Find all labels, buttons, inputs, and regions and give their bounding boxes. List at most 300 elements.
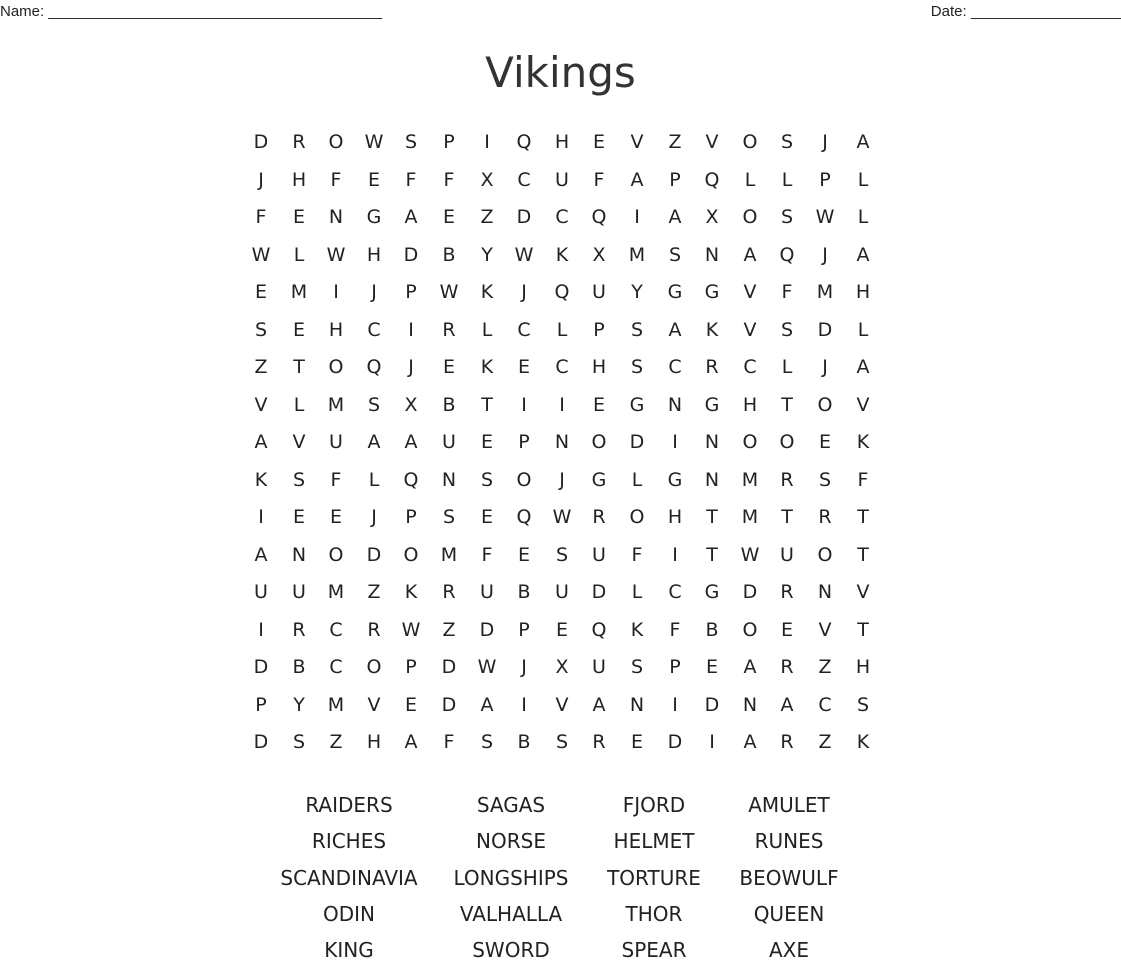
grid-letter[interactable]: X bbox=[705, 206, 719, 228]
grid-letter[interactable]: J bbox=[521, 656, 527, 678]
grid-letter[interactable]: S bbox=[668, 244, 682, 266]
grid-letter[interactable]: B bbox=[705, 619, 719, 641]
grid-letter[interactable]: D bbox=[704, 694, 720, 716]
grid-letter[interactable]: P bbox=[669, 169, 681, 191]
grid-letter[interactable]: L bbox=[293, 244, 305, 266]
grid-letter[interactable]: H bbox=[667, 506, 683, 528]
grid-letter[interactable]: H bbox=[855, 656, 871, 678]
name-line[interactable]: ________________________________________ bbox=[48, 3, 383, 20]
grid-letter[interactable]: D bbox=[817, 319, 833, 341]
page-title: Vikings bbox=[485, 48, 636, 97]
grid-letter[interactable]: A bbox=[743, 731, 757, 753]
grid-letter[interactable]: O bbox=[742, 619, 758, 641]
grid-letter[interactable]: R bbox=[818, 506, 832, 528]
grid-letter[interactable]: S bbox=[404, 131, 418, 153]
grid-letter[interactable]: V bbox=[856, 581, 870, 603]
grid-letter[interactable]: Z bbox=[367, 581, 381, 603]
grid-letter[interactable]: W bbox=[552, 506, 572, 528]
grid-letter[interactable]: U bbox=[480, 581, 494, 603]
grid-letter[interactable]: O bbox=[591, 431, 607, 453]
grid-letter[interactable]: S bbox=[480, 469, 494, 491]
grid-letter[interactable]: I bbox=[634, 206, 640, 228]
grid-letter[interactable]: S bbox=[780, 206, 794, 228]
grid-letter[interactable]: H bbox=[366, 244, 382, 266]
grid-letter[interactable]: T bbox=[481, 394, 493, 416]
grid-letter[interactable]: J bbox=[822, 131, 828, 153]
grid-letter[interactable]: S bbox=[292, 469, 306, 491]
grid-letter[interactable]: A bbox=[668, 319, 682, 341]
grid-letter[interactable]: P bbox=[443, 131, 455, 153]
grid-letter[interactable]: V bbox=[630, 131, 644, 153]
grid-letter[interactable]: O bbox=[516, 469, 532, 491]
grid-letter[interactable]: O bbox=[817, 394, 833, 416]
grid-letter[interactable]: I bbox=[484, 131, 490, 153]
grid-letter[interactable]: W bbox=[740, 544, 760, 566]
grid-letter[interactable]: D bbox=[742, 581, 758, 603]
grid-letter[interactable]: T bbox=[857, 544, 869, 566]
grid-letter[interactable]: N bbox=[328, 206, 344, 228]
grid-letter[interactable]: T bbox=[706, 506, 718, 528]
grid-letter[interactable]: L bbox=[556, 319, 568, 341]
grid-letter[interactable]: W bbox=[251, 244, 271, 266]
grid-letter[interactable]: D bbox=[253, 656, 269, 678]
grid-letter[interactable]: W bbox=[364, 131, 384, 153]
grid-letter[interactable]: F bbox=[593, 169, 605, 191]
grid-letter[interactable]: W bbox=[514, 244, 534, 266]
grid-letter[interactable]: E bbox=[480, 506, 493, 528]
grid-letter[interactable]: C bbox=[668, 581, 682, 603]
grid-letter[interactable]: G bbox=[704, 394, 720, 416]
grid-letter[interactable]: V bbox=[292, 431, 306, 453]
grid-letter[interactable]: S bbox=[780, 131, 794, 153]
grid-letter[interactable]: D bbox=[667, 731, 683, 753]
grid-letter[interactable]: V bbox=[705, 131, 719, 153]
word-bank-item: SWORD bbox=[472, 938, 550, 962]
grid-letter[interactable]: A bbox=[480, 694, 494, 716]
grid-letter[interactable]: S bbox=[292, 731, 306, 753]
grid-letter[interactable]: G bbox=[667, 281, 683, 303]
grid-letter[interactable]: B bbox=[517, 731, 531, 753]
grid-letter[interactable]: I bbox=[521, 694, 527, 716]
grid-letter[interactable]: T bbox=[293, 356, 305, 378]
grid-letter[interactable]: L bbox=[781, 356, 793, 378]
grid-letter[interactable]: J bbox=[371, 506, 377, 528]
grid-letter[interactable]: H bbox=[291, 169, 307, 191]
grid-letter[interactable]: L bbox=[857, 206, 869, 228]
grid-letter[interactable]: I bbox=[709, 731, 715, 753]
grid-letter[interactable]: I bbox=[521, 394, 527, 416]
grid-letter[interactable]: S bbox=[630, 656, 644, 678]
grid-letter[interactable]: A bbox=[592, 694, 606, 716]
word-bank-item: VALHALLA bbox=[459, 902, 563, 926]
grid-letter[interactable]: A bbox=[743, 244, 757, 266]
grid-letter[interactable]: V bbox=[818, 619, 832, 641]
grid-letter[interactable]: A bbox=[856, 244, 870, 266]
grid-letter[interactable]: V bbox=[555, 694, 569, 716]
grid-letter[interactable]: V bbox=[367, 694, 381, 716]
grid-letter[interactable]: C bbox=[367, 319, 381, 341]
grid-letter[interactable]: R bbox=[705, 356, 719, 378]
grid-letter[interactable]: F bbox=[330, 469, 342, 491]
grid-letter[interactable]: H bbox=[328, 319, 344, 341]
grid-letter[interactable]: B bbox=[442, 394, 456, 416]
grid-letter[interactable]: E bbox=[292, 506, 305, 528]
grid-letter[interactable]: L bbox=[631, 469, 643, 491]
grid-letter[interactable]: V bbox=[254, 394, 268, 416]
grid-letter[interactable]: T bbox=[781, 394, 793, 416]
grid-letter[interactable]: Z bbox=[818, 731, 832, 753]
grid-letter[interactable]: P bbox=[669, 656, 681, 678]
grid-letter[interactable]: J bbox=[408, 356, 414, 378]
grid-letter[interactable]: I bbox=[672, 694, 678, 716]
grid-letter[interactable]: U bbox=[592, 544, 606, 566]
grid-letter[interactable]: E bbox=[442, 356, 455, 378]
grid-letter[interactable]: J bbox=[258, 169, 264, 191]
grid-letter[interactable]: M bbox=[327, 581, 345, 603]
word-bank-item: QUEEN bbox=[753, 902, 825, 926]
grid-letter[interactable]: L bbox=[293, 394, 305, 416]
grid-letter[interactable]: A bbox=[743, 656, 757, 678]
word-bank-item: TORTURE bbox=[607, 866, 701, 890]
grid-letter[interactable]: E bbox=[818, 431, 831, 453]
grid-letter[interactable]: P bbox=[405, 281, 417, 303]
grid-letter[interactable]: E bbox=[292, 319, 305, 341]
grid-letter[interactable]: N bbox=[441, 469, 457, 491]
grid-letter[interactable]: I bbox=[559, 394, 565, 416]
grid-letter[interactable]: A bbox=[367, 431, 381, 453]
grid-letter[interactable]: M bbox=[327, 394, 345, 416]
grid-letter[interactable]: J bbox=[559, 469, 565, 491]
grid-letter[interactable]: R bbox=[780, 469, 794, 491]
word-bank-item: HELMET bbox=[613, 829, 695, 853]
grid-letter[interactable]: S bbox=[555, 544, 569, 566]
grid-letter[interactable]: U bbox=[555, 581, 569, 603]
grid-letter[interactable]: F bbox=[781, 281, 793, 303]
grid-letter[interactable]: T bbox=[706, 544, 718, 566]
grid-letter[interactable]: D bbox=[403, 244, 419, 266]
grid-letter[interactable]: D bbox=[516, 206, 532, 228]
grid-letter[interactable]: K bbox=[254, 469, 268, 491]
grid-letter[interactable]: Q bbox=[779, 244, 795, 266]
grid-letter[interactable]: B bbox=[292, 656, 306, 678]
date-line[interactable]: __________________ bbox=[970, 3, 1121, 20]
grid-letter[interactable]: U bbox=[329, 431, 343, 453]
grid-letter[interactable]: O bbox=[817, 544, 833, 566]
grid-letter[interactable]: K bbox=[705, 319, 719, 341]
grid-letter[interactable]: J bbox=[822, 244, 828, 266]
grid-letter[interactable]: K bbox=[555, 244, 569, 266]
grid-letter[interactable]: C bbox=[329, 656, 343, 678]
grid-letter[interactable]: X bbox=[404, 394, 418, 416]
grid-letter[interactable]: B bbox=[517, 581, 531, 603]
grid-letter[interactable]: O bbox=[742, 431, 758, 453]
grid-letter[interactable]: A bbox=[668, 206, 682, 228]
grid-letter[interactable]: M bbox=[290, 281, 308, 303]
grid-letter[interactable]: C bbox=[743, 356, 757, 378]
grid-letter[interactable]: R bbox=[442, 319, 456, 341]
grid-letter[interactable]: F bbox=[481, 544, 493, 566]
grid-letter[interactable]: R bbox=[292, 131, 306, 153]
word-bank-item: RICHES bbox=[311, 829, 387, 853]
grid-letter[interactable]: O bbox=[328, 356, 344, 378]
grid-letter[interactable]: R bbox=[367, 619, 381, 641]
grid-letter[interactable]: E bbox=[517, 356, 530, 378]
grid-letter[interactable]: I bbox=[258, 619, 264, 641]
grid-letter[interactable]: U bbox=[292, 581, 306, 603]
grid-letter[interactable]: O bbox=[629, 506, 645, 528]
grid-letter[interactable]: M bbox=[327, 694, 345, 716]
grid-letter[interactable]: L bbox=[744, 169, 756, 191]
grid-letter[interactable]: S bbox=[780, 319, 794, 341]
grid-letter[interactable]: Z bbox=[442, 619, 456, 641]
grid-letter[interactable]: K bbox=[630, 619, 644, 641]
grid-letter[interactable]: C bbox=[668, 356, 682, 378]
grid-letter[interactable]: O bbox=[403, 544, 419, 566]
grid-letter[interactable]: F bbox=[631, 544, 643, 566]
grid-letter[interactable]: O bbox=[742, 206, 758, 228]
grid-letter[interactable]: E bbox=[555, 619, 568, 641]
grid-letter[interactable]: N bbox=[667, 394, 683, 416]
grid-letter[interactable]: P bbox=[518, 619, 530, 641]
grid-letter[interactable]: D bbox=[441, 656, 457, 678]
grid-letter[interactable]: N bbox=[291, 544, 307, 566]
grid-letter[interactable]: C bbox=[818, 694, 832, 716]
grid-letter[interactable]: W bbox=[477, 656, 497, 678]
grid-letter[interactable]: U bbox=[442, 431, 456, 453]
grid-letter[interactable]: N bbox=[629, 694, 645, 716]
grid-letter[interactable]: O bbox=[328, 131, 344, 153]
grid-letter[interactable]: P bbox=[518, 431, 530, 453]
grid-letter[interactable]: U bbox=[254, 581, 268, 603]
grid-letter[interactable]: Q bbox=[554, 281, 570, 303]
grid-letter[interactable]: P bbox=[819, 169, 831, 191]
grid-letter[interactable]: A bbox=[404, 206, 418, 228]
grid-letter[interactable]: J bbox=[822, 356, 828, 378]
grid-letter[interactable]: K bbox=[404, 581, 418, 603]
grid-letter[interactable]: P bbox=[255, 694, 267, 716]
grid-letter[interactable]: K bbox=[856, 731, 870, 753]
grid-letter[interactable]: J bbox=[521, 281, 527, 303]
grid-letter[interactable]: N bbox=[704, 244, 720, 266]
grid-letter[interactable]: E bbox=[292, 206, 305, 228]
grid-letter[interactable]: Q bbox=[591, 206, 607, 228]
grid-letter[interactable]: A bbox=[404, 431, 418, 453]
grid-letter[interactable]: U bbox=[592, 281, 606, 303]
grid-letter[interactable]: U bbox=[780, 544, 794, 566]
grid-letter[interactable]: C bbox=[517, 169, 531, 191]
grid-letter[interactable]: Y bbox=[293, 694, 305, 716]
grid-letter[interactable]: N bbox=[742, 694, 758, 716]
grid-letter[interactable]: H bbox=[366, 731, 382, 753]
grid-letter[interactable]: X bbox=[480, 169, 494, 191]
grid-letter[interactable]: H bbox=[591, 356, 607, 378]
grid-letter[interactable]: D bbox=[591, 581, 607, 603]
grid-letter[interactable]: R bbox=[292, 619, 306, 641]
grid-letter[interactable]: P bbox=[405, 506, 417, 528]
grid-letter[interactable]: Z bbox=[668, 131, 682, 153]
grid-letter[interactable]: M bbox=[440, 544, 458, 566]
grid-letter[interactable]: O bbox=[328, 544, 344, 566]
grid-letter[interactable]: E bbox=[592, 131, 605, 153]
grid-letter[interactable]: O bbox=[779, 431, 795, 453]
grid-letter[interactable]: M bbox=[816, 281, 834, 303]
grid-letter[interactable]: Q bbox=[591, 619, 607, 641]
grid-letter[interactable]: Q bbox=[366, 356, 382, 378]
grid-letter[interactable]: E bbox=[517, 544, 530, 566]
grid-letter[interactable]: O bbox=[366, 656, 382, 678]
grid-letter[interactable]: L bbox=[481, 319, 493, 341]
grid-letter[interactable]: N bbox=[817, 581, 833, 603]
grid-letter[interactable]: K bbox=[480, 356, 494, 378]
grid-letter[interactable]: G bbox=[704, 281, 720, 303]
grid-letter[interactable]: Z bbox=[329, 731, 343, 753]
grid-letter[interactable]: R bbox=[780, 731, 794, 753]
grid-letter[interactable]: G bbox=[591, 469, 607, 491]
grid-letter[interactable]: F bbox=[857, 469, 869, 491]
grid-letter[interactable]: C bbox=[555, 356, 569, 378]
grid-letter[interactable]: R bbox=[442, 581, 456, 603]
grid-letter[interactable]: Z bbox=[818, 656, 832, 678]
grid-letter[interactable]: S bbox=[442, 506, 456, 528]
grid-letter[interactable]: K bbox=[480, 281, 494, 303]
grid-letter[interactable]: E bbox=[404, 694, 417, 716]
grid-letter[interactable]: U bbox=[592, 656, 606, 678]
grid-letter[interactable]: M bbox=[628, 244, 646, 266]
grid-letter[interactable]: F bbox=[330, 169, 342, 191]
grid-letter[interactable]: T bbox=[857, 619, 869, 641]
grid-letter[interactable]: V bbox=[743, 281, 757, 303]
grid-letter[interactable]: S bbox=[818, 469, 832, 491]
grid-letter[interactable]: P bbox=[593, 319, 605, 341]
grid-letter[interactable]: D bbox=[441, 694, 457, 716]
grid-letter[interactable]: I bbox=[672, 431, 678, 453]
grid-letter[interactable]: L bbox=[781, 169, 793, 191]
grid-letter[interactable]: C bbox=[517, 319, 531, 341]
grid-letter[interactable]: L bbox=[857, 319, 869, 341]
grid-letter[interactable]: X bbox=[592, 244, 606, 266]
grid-letter[interactable]: S bbox=[856, 694, 870, 716]
grid-letter[interactable]: B bbox=[442, 244, 456, 266]
grid-letter[interactable]: T bbox=[781, 506, 793, 528]
grid-letter[interactable]: Q bbox=[403, 469, 419, 491]
word-bank-item: LONGSHIPS bbox=[453, 866, 569, 890]
grid-letter[interactable]: V bbox=[743, 319, 757, 341]
grid-letter[interactable]: A bbox=[780, 694, 794, 716]
grid-letter[interactable]: I bbox=[258, 506, 264, 528]
grid-letter[interactable]: E bbox=[780, 619, 793, 641]
grid-letter[interactable]: Y bbox=[631, 281, 643, 303]
grid-letter[interactable]: C bbox=[555, 206, 569, 228]
grid-letter[interactable]: A bbox=[630, 169, 644, 191]
grid-letter[interactable]: H bbox=[742, 394, 758, 416]
grid-letter[interactable]: W bbox=[815, 206, 835, 228]
grid-letter[interactable]: D bbox=[479, 619, 495, 641]
grid-letter[interactable]: F bbox=[443, 169, 455, 191]
grid-letter[interactable]: M bbox=[741, 469, 759, 491]
grid-letter[interactable]: I bbox=[333, 281, 339, 303]
grid-letter[interactable]: N bbox=[704, 469, 720, 491]
grid-letter[interactable]: F bbox=[255, 206, 267, 228]
grid-letter[interactable]: A bbox=[254, 431, 268, 453]
grid-letter[interactable]: G bbox=[704, 581, 720, 603]
grid-letter[interactable]: D bbox=[253, 131, 269, 153]
grid-letter[interactable]: S bbox=[367, 394, 381, 416]
grid-letter[interactable]: W bbox=[401, 619, 421, 641]
grid-letter[interactable]: S bbox=[254, 319, 268, 341]
grid-letter[interactable]: Y bbox=[481, 244, 493, 266]
grid-letter[interactable]: V bbox=[856, 394, 870, 416]
grid-letter[interactable]: E bbox=[367, 169, 380, 191]
grid-letter[interactable]: A bbox=[404, 731, 418, 753]
grid-letter[interactable]: E bbox=[705, 656, 718, 678]
grid-letter[interactable]: E bbox=[592, 394, 605, 416]
grid-letter[interactable]: F bbox=[669, 619, 681, 641]
grid-letter[interactable]: L bbox=[631, 581, 643, 603]
grid-letter[interactable]: K bbox=[856, 431, 870, 453]
grid-letter[interactable]: S bbox=[480, 731, 494, 753]
grid-letter[interactable]: D bbox=[366, 544, 382, 566]
grid-letter[interactable]: P bbox=[405, 656, 417, 678]
grid-letter[interactable]: H bbox=[554, 131, 570, 153]
grid-letter[interactable]: A bbox=[856, 131, 870, 153]
grid-letter[interactable]: U bbox=[555, 169, 569, 191]
grid-letter[interactable]: Q bbox=[516, 131, 532, 153]
grid-letter[interactable]: H bbox=[855, 281, 871, 303]
grid-letter[interactable]: L bbox=[368, 469, 380, 491]
grid-letter[interactable]: R bbox=[780, 581, 794, 603]
grid-letter[interactable]: R bbox=[780, 656, 794, 678]
grid-letter[interactable]: N bbox=[554, 431, 570, 453]
grid-letter[interactable]: E bbox=[254, 281, 267, 303]
grid-letter[interactable]: T bbox=[857, 506, 869, 528]
grid-letter[interactable]: D bbox=[253, 731, 269, 753]
grid-letter[interactable]: M bbox=[741, 506, 759, 528]
grid-letter[interactable]: C bbox=[329, 619, 343, 641]
grid-letter[interactable]: D bbox=[629, 431, 645, 453]
grid-letter[interactable]: G bbox=[629, 394, 645, 416]
grid-letter[interactable]: G bbox=[366, 206, 382, 228]
grid-letter[interactable]: R bbox=[592, 731, 606, 753]
grid-letter[interactable]: S bbox=[555, 731, 569, 753]
grid-letter[interactable]: F bbox=[443, 731, 455, 753]
grid-letter[interactable]: Z bbox=[254, 356, 268, 378]
grid-letter[interactable]: E bbox=[480, 431, 493, 453]
grid-letter[interactable]: E bbox=[630, 731, 643, 753]
grid-letter[interactable]: R bbox=[592, 506, 606, 528]
grid-letter[interactable]: E bbox=[442, 206, 455, 228]
grid-letter[interactable]: J bbox=[371, 281, 377, 303]
grid-letter[interactable]: A bbox=[254, 544, 268, 566]
grid-letter[interactable]: W bbox=[326, 244, 346, 266]
grid-letter[interactable]: L bbox=[857, 169, 869, 191]
grid-letter[interactable]: F bbox=[405, 169, 417, 191]
grid-letter[interactable]: S bbox=[630, 319, 644, 341]
grid-letter[interactable]: S bbox=[630, 356, 644, 378]
grid-letter[interactable]: Z bbox=[480, 206, 494, 228]
grid-letter[interactable]: O bbox=[742, 131, 758, 153]
grid-letter[interactable]: W bbox=[439, 281, 459, 303]
grid-letter[interactable]: Q bbox=[516, 506, 532, 528]
word-bank-item: RUNES bbox=[754, 829, 824, 853]
grid-letter[interactable]: X bbox=[555, 656, 569, 678]
grid-letter[interactable]: G bbox=[667, 469, 683, 491]
grid-letter[interactable]: I bbox=[672, 544, 678, 566]
grid-letter[interactable]: E bbox=[329, 506, 342, 528]
grid-letter[interactable]: N bbox=[704, 431, 720, 453]
grid-letter[interactable]: Q bbox=[704, 169, 720, 191]
grid-letter[interactable]: I bbox=[408, 319, 414, 341]
grid-letter[interactable]: A bbox=[856, 356, 870, 378]
